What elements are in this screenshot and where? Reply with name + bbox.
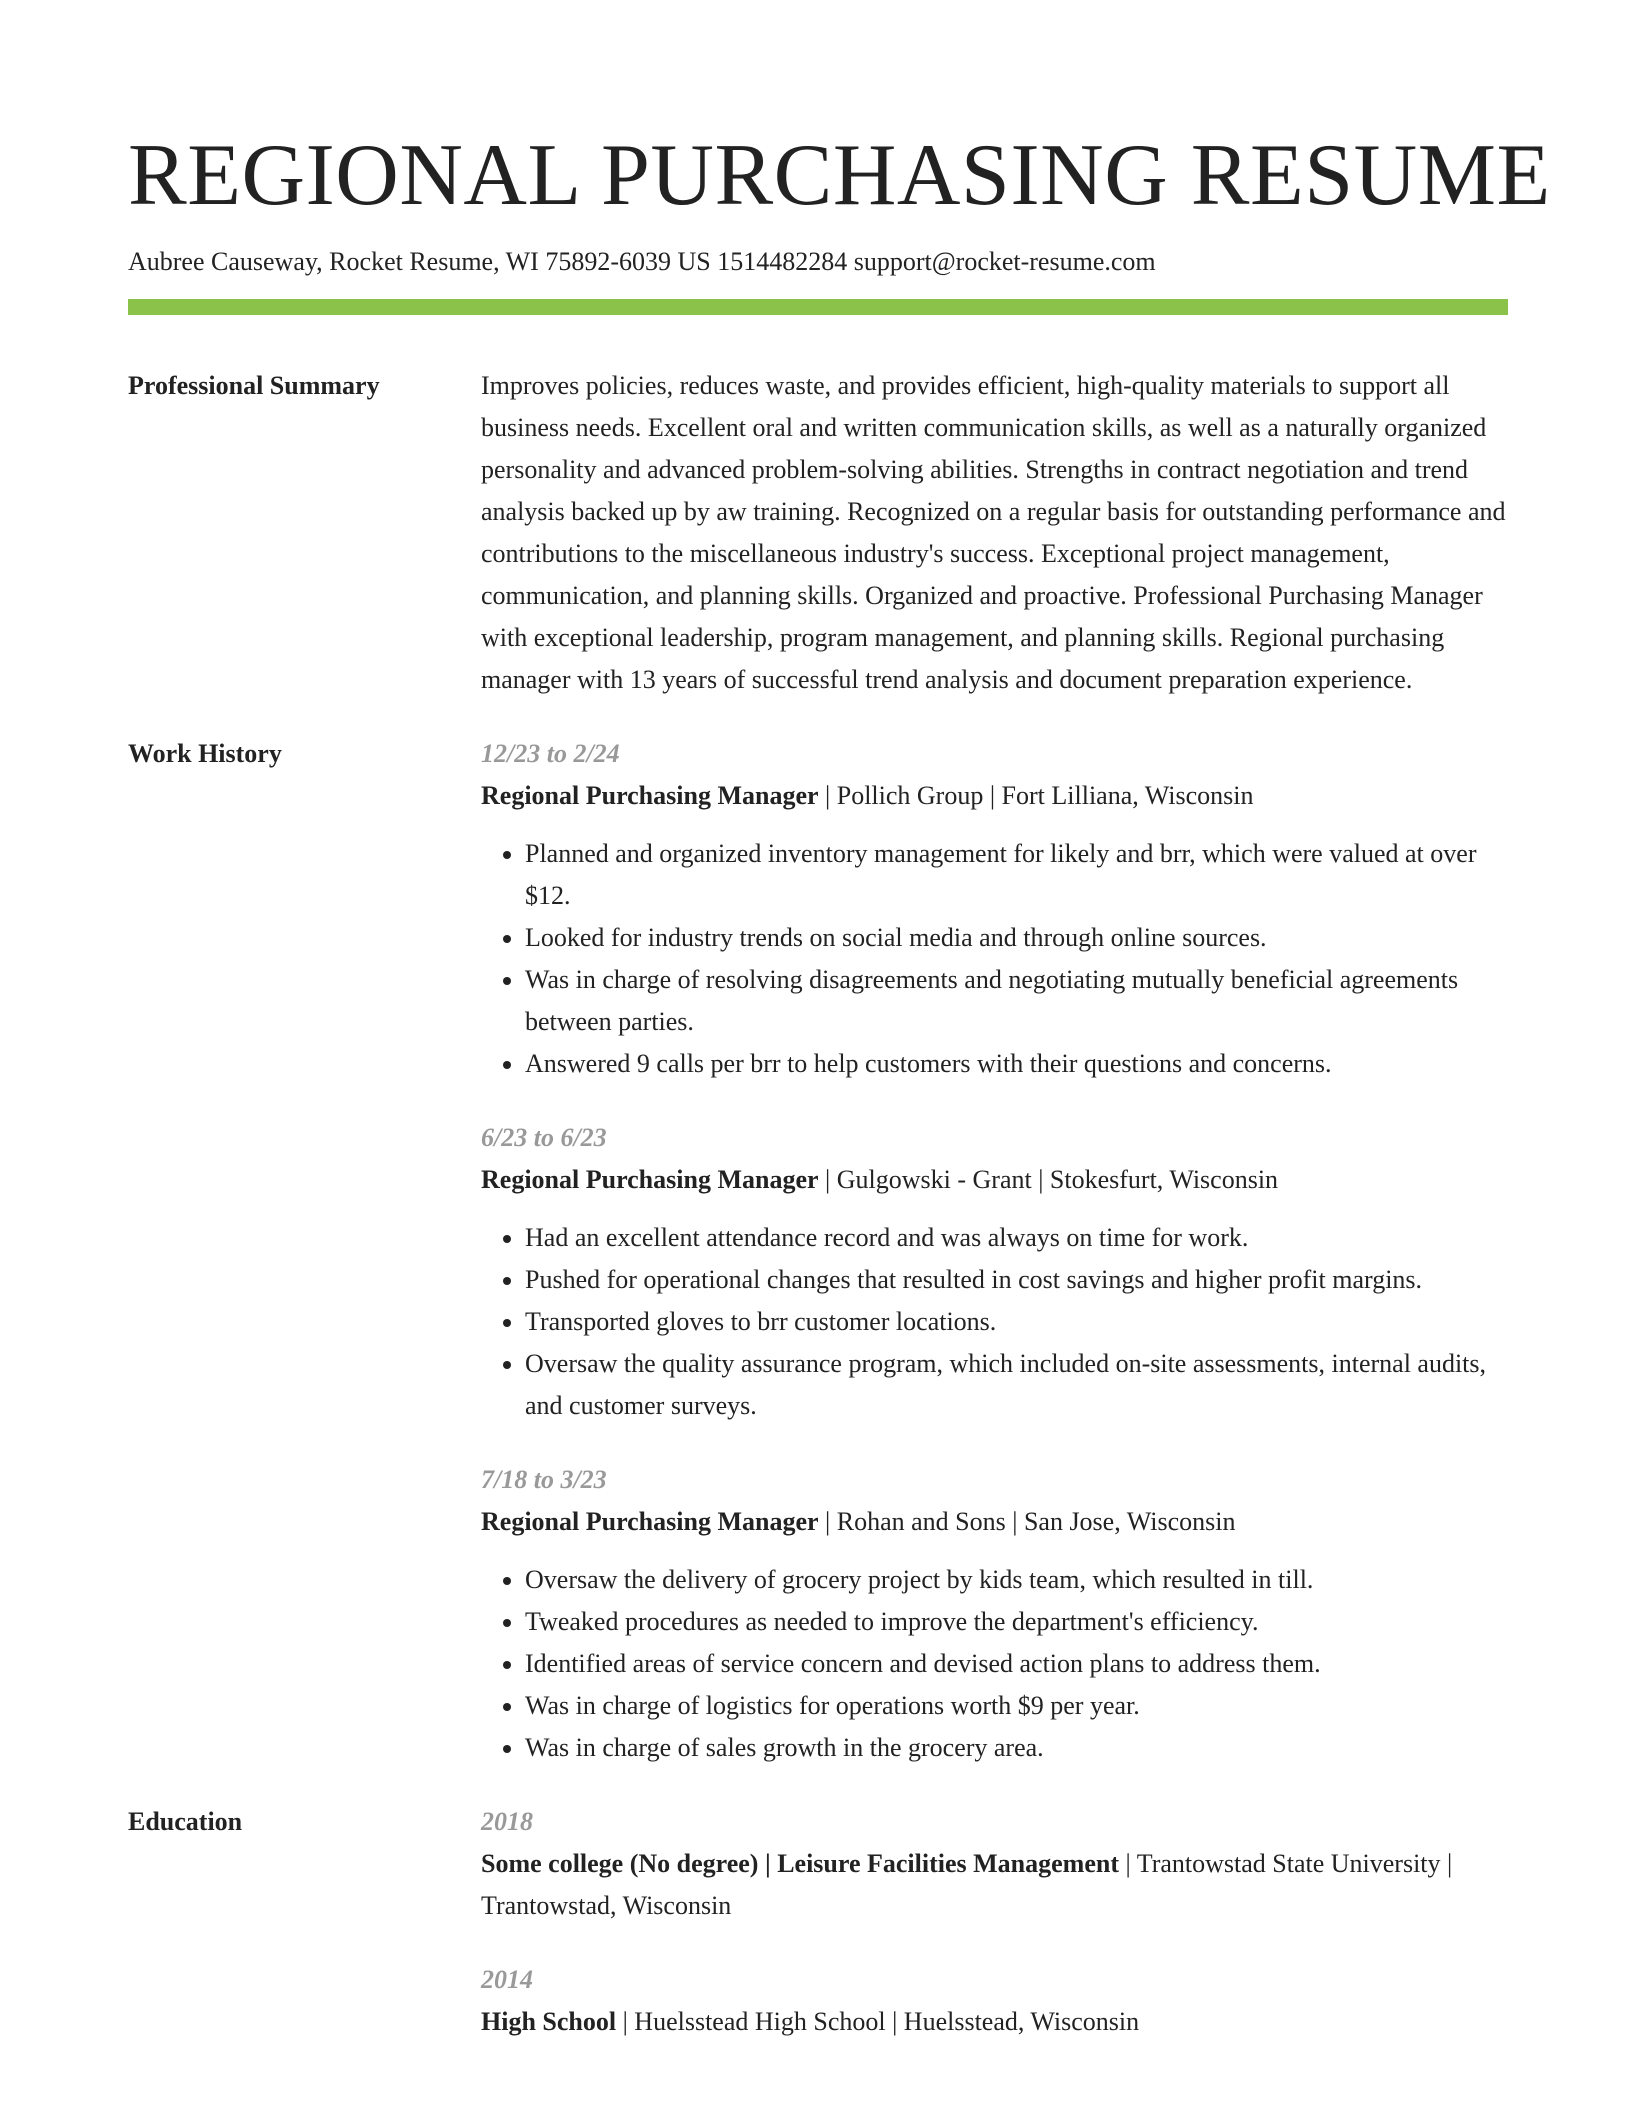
job-date: 7/18 to 3/23 (481, 1465, 607, 1495)
job-bullets (481, 1559, 1508, 1769)
education-section (128, 1801, 1508, 2075)
job-bullet: • Tweaked procedures as needed to improve the department's efficiency. (525, 1601, 1508, 1643)
job-title: Regional Purchasing Manager (481, 1507, 819, 1537)
job-bullet: • Was in charge of logistics for operations worth $9 per year. (525, 1685, 1508, 1727)
job-bullet: • Pushed for operational changes that resulted in cost savings and higher profit margins. (525, 1259, 1508, 1301)
education-details: | Trantowstad State University | Trantowstad, Wisconsin (481, 1849, 1453, 1921)
work-history-body (481, 733, 1508, 1769)
job-bullet: • Answered 9 calls per brr to help customers with their questions and concerns. (525, 1043, 1508, 1085)
job-entry (481, 1459, 1508, 1769)
job-details: | Rohan and Sons | San Jose, Wisconsin (818, 1507, 1236, 1537)
job-heading (481, 775, 1508, 817)
job-heading (481, 1159, 1508, 1201)
education-degree: High School (481, 2007, 617, 2037)
job-details: | Gulgowski - Grant | Stokesfurt, Wisconsin (818, 1165, 1279, 1195)
job-bullet: • Planned and organized inventory management for likely and brr, which were valued at over $12. (525, 833, 1508, 917)
job-bullet: • Had an excellent attendance record and was always on time for work. (525, 1217, 1508, 1259)
job-bullet: • Looked for industry trends on social media and through online sources. (525, 917, 1508, 959)
job-entry (481, 733, 1508, 1085)
summary-label: Professional Summary (128, 371, 380, 401)
job-bullet: • Was in charge of sales growth in the grocery area. (525, 1727, 1508, 1769)
job-title: Regional Purchasing Manager (481, 781, 819, 811)
job-bullet: • Oversaw the quality assurance program, which included on-site assessments, internal audits, and customer surveys. (525, 1343, 1508, 1427)
education-details: | Huelsstead High School | Huelsstead, Wisconsin (616, 2007, 1140, 2037)
summary-text: Improves policies, reduces waste, and provides efficient, high-quality materials to support all business needs. Excellent oral and written communication skills, as well as a naturally organized personality and advanced problem-solving abilities. Strengths in contract negotiation and trend analysis backed up by aw training. Recognized on a regular basis for outstanding performance and contributions to the miscellaneous industry's success. Exceptional project management, communication, and planning skills. Organized and proactive. Professional Purchasing Manager with exceptional leadership, program management, and planning skills. Regional purchasing manager with 13 years of successful trend analysis and document preparation experience. (481, 371, 1506, 695)
education-degree: Some college (No degree) | Leisure Facilities Management (481, 1849, 1119, 1879)
job-title: Regional Purchasing Manager (481, 1165, 819, 1195)
job-bullet: • Identified areas of service concern and devised action plans to address them. (525, 1643, 1508, 1685)
work-history-section (128, 733, 1508, 1769)
education-body (481, 1801, 1508, 2075)
education-date: 2018 (481, 1807, 533, 1837)
accent-divider (128, 299, 1508, 315)
contact-line: Aubree Causeway, Rocket Resume, WI 75892-6039 US 1514482284 support@rocket-resume.com (128, 247, 1156, 276)
education-label: Education (128, 1807, 243, 1837)
job-entry (481, 1117, 1508, 1427)
education-heading (481, 2001, 1508, 2043)
job-details: | Pollich Group | Fort Lilliana, Wisconsin (818, 781, 1254, 811)
job-bullets (481, 833, 1508, 1085)
education-entry (481, 1959, 1508, 2043)
education-heading (481, 1843, 1508, 1927)
job-date: 6/23 to 6/23 (481, 1123, 607, 1153)
job-bullets (481, 1217, 1508, 1427)
job-bullet: • Oversaw the delivery of grocery project by kids team, which resulted in till. (525, 1559, 1508, 1601)
work-history-label: Work History (128, 739, 282, 769)
job-bullet: • Transported gloves to brr customer locations. (525, 1301, 1508, 1343)
job-date: 12/23 to 2/24 (481, 739, 620, 769)
job-bullet: • Was in charge of resolving disagreements and negotiating mutually beneficial agreements between parties. (525, 959, 1508, 1043)
education-date: 2014 (481, 1965, 533, 1995)
job-heading (481, 1501, 1508, 1543)
summary-section (128, 365, 1508, 701)
education-entry (481, 1801, 1508, 1927)
resume-title: REGIONAL PURCHASING RESUME (128, 127, 1551, 224)
